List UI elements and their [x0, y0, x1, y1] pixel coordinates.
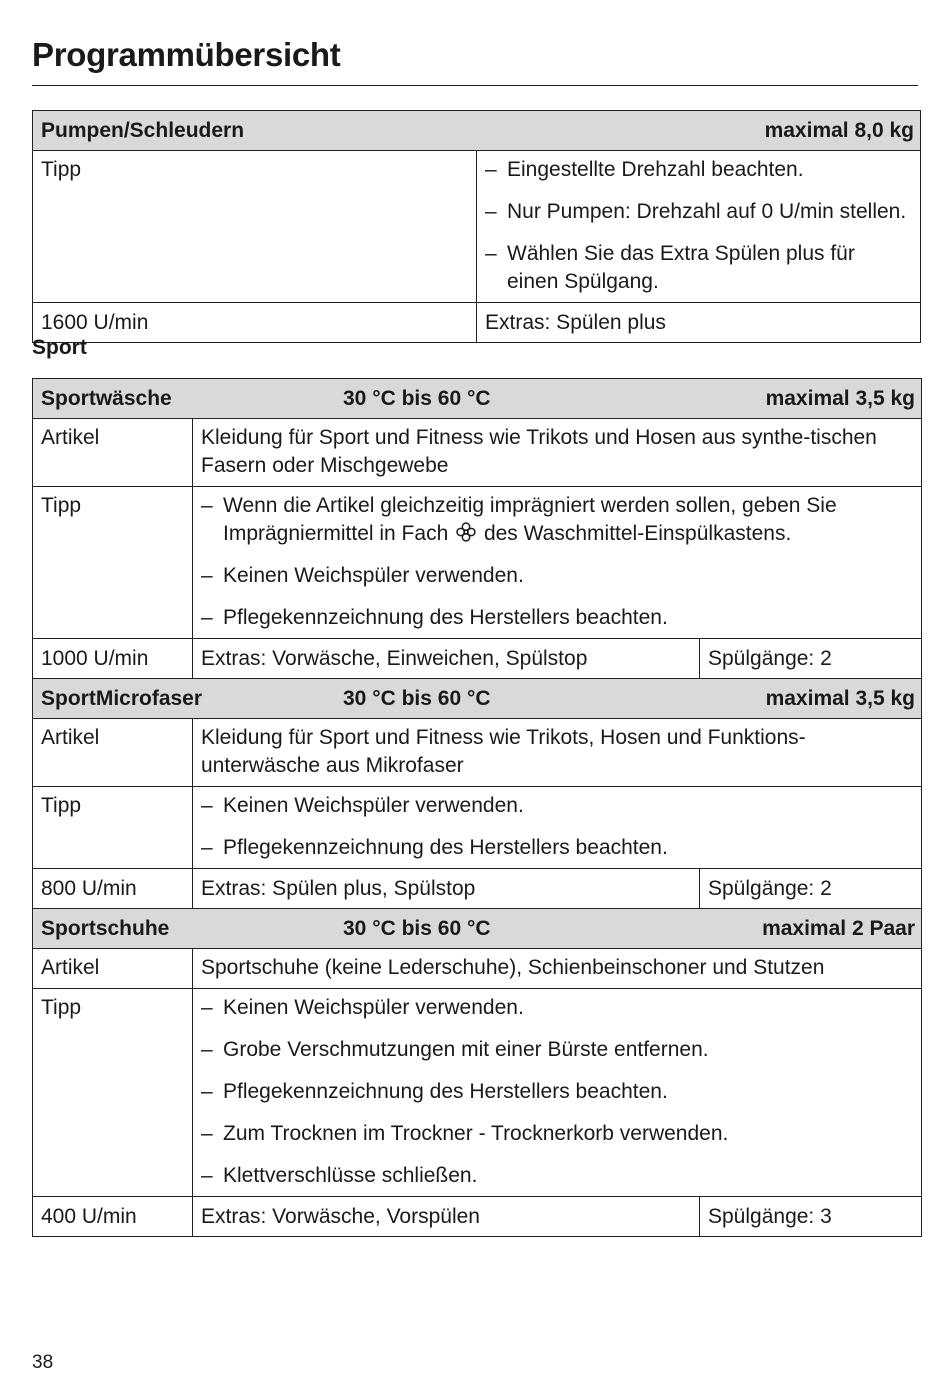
tip-row	[33, 151, 921, 303]
program-max-load: maximal 8,0 kg	[764, 119, 914, 142]
tip-text-before-icon: Wenn die Artikel gleichzeitig imprägniert werden sollen, geben Sie Imprägniermittel in Fach	[223, 494, 837, 545]
program-header	[33, 679, 922, 719]
article-label: Artikel	[33, 949, 193, 989]
article-row	[33, 719, 922, 787]
tip-item: – Wählen Sie das Extra Spülen plus für einen Spülgang.	[485, 240, 912, 296]
article-label: Artikel	[33, 419, 193, 487]
program-max-load: maximal 3,5 kg	[765, 387, 915, 410]
spin-row	[33, 869, 922, 909]
program-name: Sportwäsche	[41, 387, 172, 410]
article-row	[33, 419, 922, 487]
extras: Extras: Vorwäsche, Einweichen, Spülstop	[193, 639, 700, 679]
section-heading: Sport	[32, 336, 87, 359]
program-name: Pumpen/Schleudern	[41, 119, 245, 142]
extras: Extras: Spülen plus	[477, 303, 921, 343]
tip-item: – Keinen Weichspüler verwenden.	[201, 792, 913, 820]
tip-item: – Eingestellte Drehzahl beachten.	[485, 156, 912, 184]
spin-row	[33, 303, 921, 343]
rinse-count: Spülgänge: 3	[700, 1197, 922, 1237]
article-label: Artikel	[33, 719, 193, 787]
page-title: Programmübersicht	[32, 36, 341, 73]
spin-row	[33, 639, 922, 679]
tip-label: Tipp	[33, 989, 193, 1197]
program-name: Sportschuhe	[41, 917, 170, 940]
program-temperature: 30 °C bis 60 °C	[343, 387, 491, 410]
flower-icon	[455, 521, 477, 543]
tip-item: – Keinen Weichspüler verwenden.	[201, 562, 913, 590]
extras: Extras: Spülen plus, Spülstop	[193, 869, 700, 909]
spin-speed: 1000 U/min	[33, 639, 193, 679]
tip-item: – Klettverschlüsse schließen.	[201, 1162, 913, 1190]
tip-row	[33, 989, 922, 1197]
tip-list	[201, 792, 913, 862]
page-number: 38	[32, 1352, 54, 1373]
article-text: Kleidung für Sport und Fitness wie Trikots, Hosen und Funktions-unterwäsche aus Mikrofaser	[193, 719, 922, 787]
tip-list	[201, 492, 913, 632]
tip-label: Tipp	[33, 151, 477, 303]
tip-row	[33, 487, 922, 639]
spin-speed: 1600 U/min	[33, 303, 477, 343]
tip-item: – Zum Trocknen im Trockner - Trocknerkorb verwenden.	[201, 1120, 913, 1148]
program-name: SportMicrofaser	[41, 687, 203, 710]
spin-speed: 800 U/min	[33, 869, 193, 909]
program-header	[33, 379, 922, 419]
extras: Extras: Vorwäsche, Vorspülen	[193, 1197, 700, 1237]
tip-item: – Pflegekennzeichnung des Herstellers beachten.	[201, 834, 913, 862]
program-temperature: 30 °C bis 60 °C	[343, 917, 491, 940]
tip-label: Tipp	[33, 487, 193, 639]
tip-label: Tipp	[33, 787, 193, 869]
program-max-load: maximal 2 Paar	[762, 917, 915, 940]
rinse-count: Spülgänge: 2	[700, 869, 922, 909]
tip-item: – Keinen Weichspüler verwenden.	[201, 994, 913, 1022]
pump-spin-table	[32, 110, 921, 343]
title-divider	[32, 85, 918, 86]
spin-row	[33, 1197, 922, 1237]
tip-item: – Grobe Verschmutzungen mit einer Bürste entfernen.	[201, 1036, 913, 1064]
tip-item	[201, 492, 913, 548]
article-text: Kleidung für Sport und Fitness wie Trikots und Hosen aus synthe-tischen Fasern oder Mischgewebe	[193, 419, 922, 487]
program-temperature: 30 °C bis 60 °C	[343, 687, 491, 710]
article-text: Sportschuhe (keine Lederschuhe), Schienbeinschoner und Stutzen	[193, 949, 922, 989]
tip-item: – Pflegekennzeichnung des Herstellers beachten.	[201, 1078, 913, 1106]
tip-item: – Nur Pumpen: Drehzahl auf 0 U/min stellen.	[485, 198, 912, 226]
tip-text-after-icon: des Waschmittel-Einspülkastens.	[483, 522, 792, 545]
sport-programs-table	[32, 378, 922, 1237]
spin-speed: 400 U/min	[33, 1197, 193, 1237]
rinse-count: Spülgänge: 2	[700, 639, 922, 679]
program-header	[33, 909, 922, 949]
article-row	[33, 949, 922, 989]
tip-list	[485, 156, 912, 296]
program-header	[33, 111, 921, 151]
tip-list	[201, 994, 913, 1190]
tip-row	[33, 787, 922, 869]
program-max-load: maximal 3,5 kg	[765, 687, 915, 710]
tip-item: – Pflegekennzeichnung des Herstellers beachten.	[201, 604, 913, 632]
